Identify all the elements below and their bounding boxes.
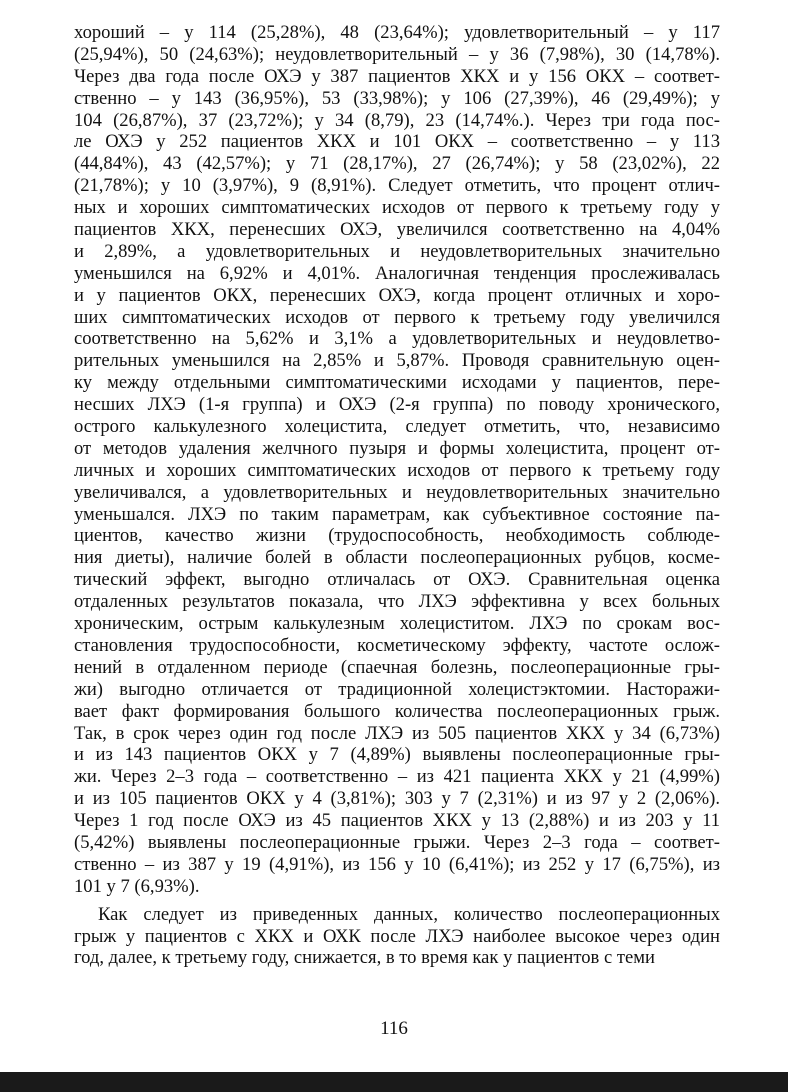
text-line: жи) выгодно отличается от традиционной холецистэктомии. Насторажи- bbox=[74, 678, 720, 700]
text-line: год, далее, к третьему году, снижается, в то время как у пациентов с теми bbox=[74, 947, 655, 969]
text-line: и из 105 пациентов ОКХ у 4 (3,81%); 303 у 7 (2,31%) и из 97 у 2 (2,06%). bbox=[74, 788, 720, 810]
text-line: (5,42%) выявлены послеоперационные грыжи. Через 2–3 года – соответ- bbox=[74, 831, 720, 853]
text-line: хроническим, острым калькулезным холециститом. ЛХЭ по срокам вос- bbox=[74, 613, 720, 635]
text-line: ку между отдельными симптоматическими исходами у пациентов, пере- bbox=[74, 372, 720, 394]
text-line: несших ЛХЭ (1-я группа) и ОХЭ (2-я группа) по поводу хронического, bbox=[74, 394, 720, 416]
text-line: Как следует из приведенных данных, количество послеоперационных bbox=[98, 903, 720, 925]
text-line: 101 у 7 (6,93%). bbox=[74, 875, 200, 897]
text-line: и из 143 пациентов ОКХ у 7 (4,89%) выявлены послеоперационные гры- bbox=[74, 744, 720, 766]
text-line: жи. Через 2–3 года – соответственно – из 421 пациента ХКХ у 21 (4,99%) bbox=[74, 766, 720, 788]
text-line: личных и хороших симптоматических исходов от первого к третьему году bbox=[74, 459, 720, 481]
text-line: отдаленных результатов показала, что ЛХЭ эффективна у всех больных bbox=[74, 591, 720, 613]
text-line: тический эффект, выгодно отличалась от ОХЭ. Сравнительная оценка bbox=[74, 569, 720, 591]
text-line: циентов, качество жизни (трудоспособность, необходимость соблюде- bbox=[74, 525, 720, 547]
text-line: Через 1 год после ОХЭ из 45 пациентов ХКХ у 13 (2,88%) и из 203 у 11 bbox=[74, 810, 720, 832]
text-line: (44,84%), 43 (42,57%); у 71 (28,17%), 27 (26,74%); у 58 (23,02%), 22 bbox=[74, 153, 720, 175]
scan-bottom-edge bbox=[0, 1072, 788, 1092]
text-line: ных и хороших симптоматических исходов от первого к третьему году у bbox=[74, 197, 720, 219]
text-line: ших симптоматических исходов от первого к третьему году увеличился bbox=[74, 306, 720, 328]
text-line: Так, в срок через один год после ЛХЭ из 505 пациентов ХКХ у 34 (6,73%) bbox=[74, 722, 720, 744]
text-line: (25,94%), 50 (24,63%); неудовлетворительный – у 36 (7,98%), 30 (14,78%). bbox=[74, 43, 720, 65]
text-line: нений в отдаленном периоде (спаечная болезнь, послеоперационные гры- bbox=[74, 656, 720, 678]
text-line: соответственно на 5,62% и 3,1% а удовлетворительных и неудовлетво- bbox=[74, 328, 720, 350]
body-text bbox=[74, 22, 720, 969]
text-line: Через два года после ОХЭ у 387 пациентов ХКХ и у 156 ОКХ – соответ- bbox=[74, 65, 720, 87]
text-line: ственно – из 387 у 19 (4,91%), из 156 у 10 (6,41%); из 252 у 17 (6,75%), из bbox=[74, 853, 720, 875]
text-line: ле ОХЭ у 252 пациентов ХКХ и 101 ОКХ – соответственно – у 113 bbox=[74, 131, 720, 153]
paragraph-1 bbox=[74, 22, 720, 898]
text-line: рительных уменьшился на 2,85% и 5,87%. Проводя сравнительную оцен- bbox=[74, 350, 720, 372]
text-line: и у пациентов ОКХ, перенесших ОХЭ, когда процент отличных и хоро- bbox=[74, 284, 720, 306]
text-line: от методов удаления желчного пузыря и формы холецистита, процент от- bbox=[74, 437, 720, 459]
text-line: острого калькулезного холецистита, следует отметить, что, независимо bbox=[74, 416, 720, 438]
paragraph-2 bbox=[74, 904, 720, 970]
text-line: пациентов ХКХ, перенесших ОХЭ, увеличился соответственно на 4,04% bbox=[74, 219, 720, 241]
text-line: ственно – у 143 (36,95%), 53 (33,98%); у 106 (27,39%), 46 (29,49%); у bbox=[74, 87, 720, 109]
text-line: увеличивался, а удовлетворительных и неудовлетворительных значительно bbox=[74, 481, 720, 503]
text-line: становления трудоспособности, косметическому эффекту, частоте ослож- bbox=[74, 634, 720, 656]
page-number: 116 bbox=[380, 1018, 408, 1039]
text-line: уменьшился на 6,92% и 4,01%. Аналогичная тенденция прослеживалась bbox=[74, 262, 720, 284]
text-line: уменьшался. ЛХЭ по таким параметрам, как субъективное состояние па- bbox=[74, 503, 720, 525]
text-line: и 2,89%, а удовлетворительных и неудовлетворительных значительно bbox=[74, 240, 720, 262]
text-line: 104 (26,87%), 37 (23,72%); у 34 (8,79), 23 (14,74%.). Через три года пос- bbox=[74, 109, 720, 131]
text-line: грыж у пациентов с ХКХ и ОХК после ЛХЭ наиболее высокое через один bbox=[74, 925, 720, 947]
text-line: хороший – у 114 (25,28%), 48 (23,64%); удовлетворительный – у 117 bbox=[74, 22, 720, 43]
text-line: (21,78%); у 10 (3,97%), 9 (8,91%). Следует отметить, что процент отлич- bbox=[74, 175, 720, 197]
text-line: вает факт формирования большого количества послеоперационных грыж. bbox=[74, 700, 720, 722]
text-line: ния диеты), наличие болей в области послеоперационных рубцов, косме- bbox=[74, 547, 720, 569]
